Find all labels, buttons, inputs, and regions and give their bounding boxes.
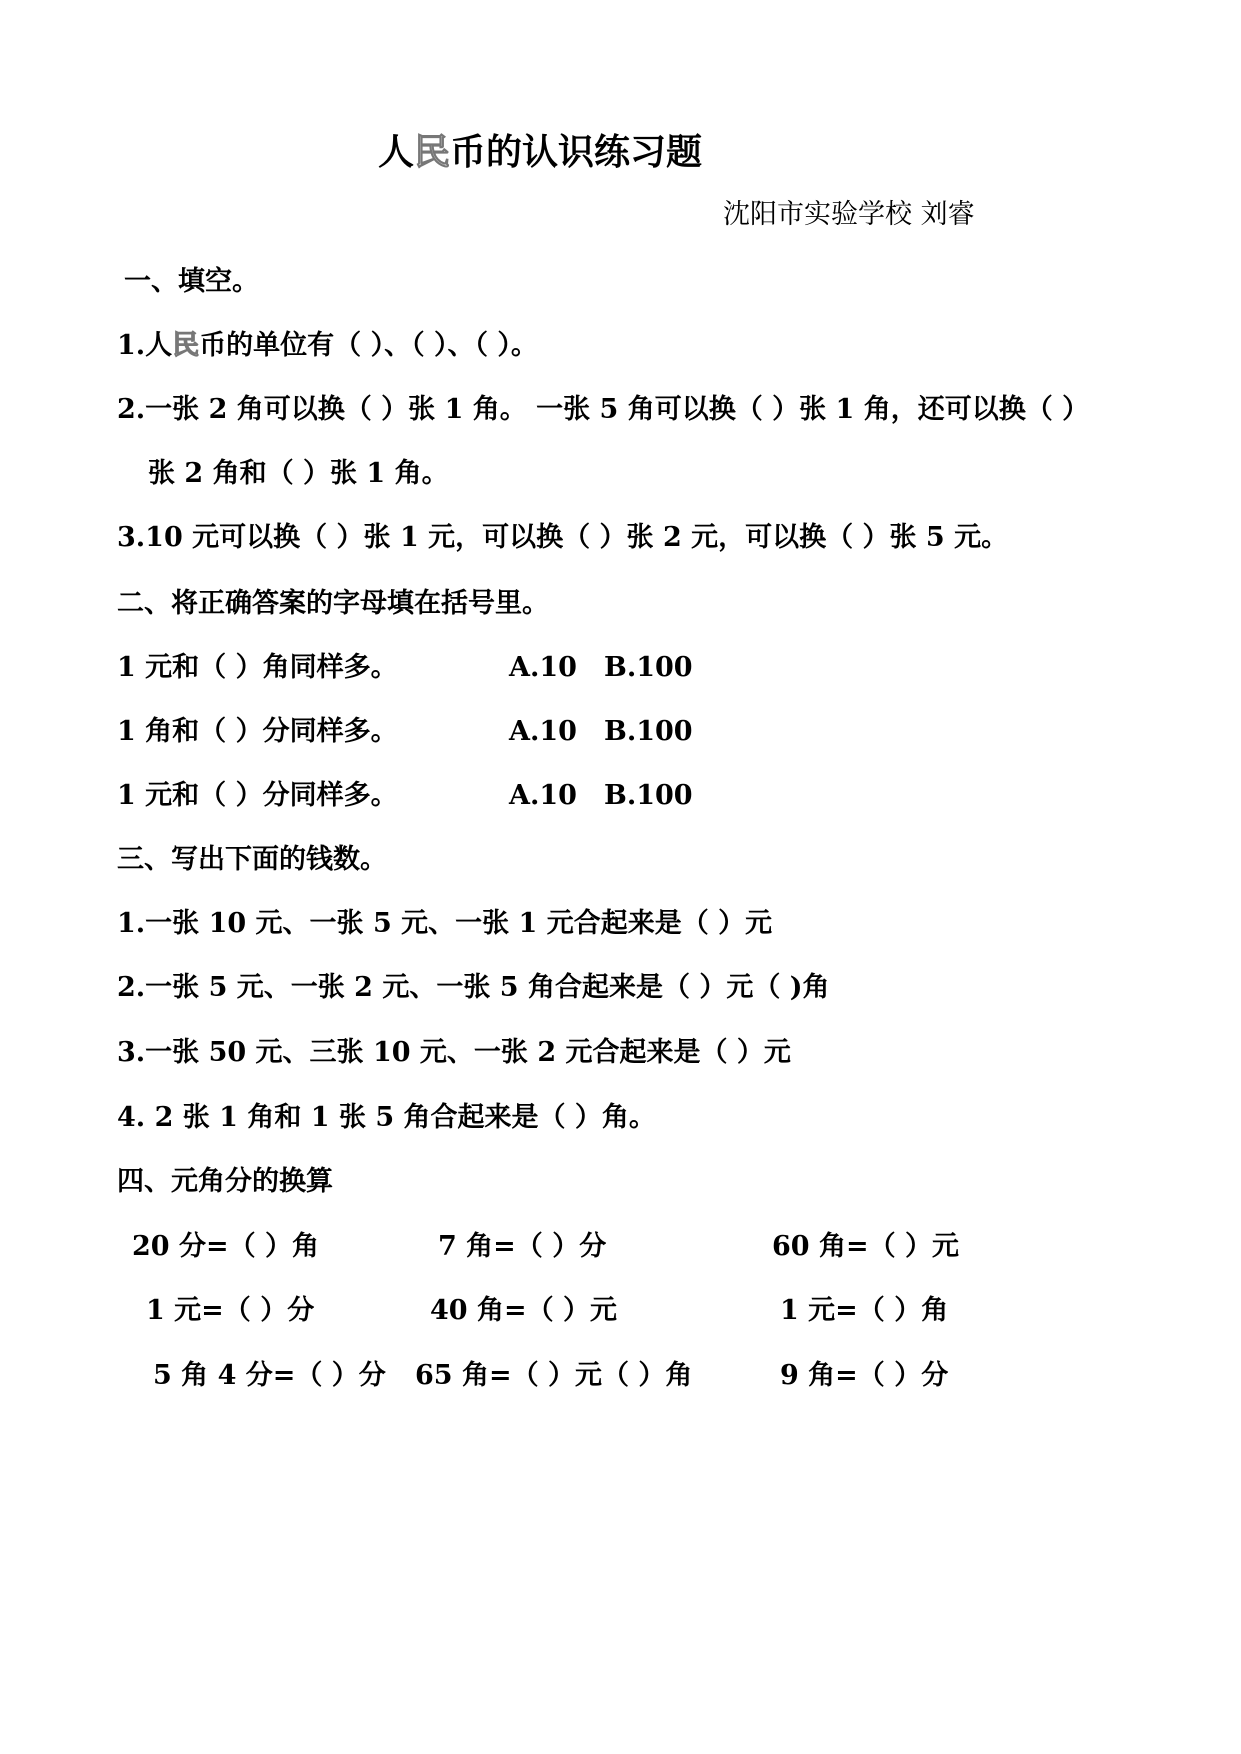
section3-item-3: 3.一张 50 元、三张 10 元、一张 2 元合起来是（ ）元 bbox=[117, 1037, 791, 1068]
conversion-r3-c3: 9 角=（ ）分 bbox=[780, 1360, 949, 1391]
title-text-1: 人 bbox=[378, 131, 415, 173]
section2-item-2-question: 1 角和（ ）分同样多。 bbox=[117, 716, 398, 747]
section1-question-1 bbox=[117, 328, 538, 364]
title-text-3: 币的认识练习题 bbox=[450, 131, 703, 173]
section3-heading: 三、写出下面的钱数。 bbox=[117, 844, 387, 875]
q1-text-2: 民 bbox=[172, 330, 200, 361]
page-title bbox=[378, 128, 702, 176]
conversion-r2-c3: 1 元=（ ）角 bbox=[780, 1295, 949, 1326]
section1-question-3: 3.10 元可以换（ ）张 1 元，可以换（ ）张 2 元，可以换（ ）张 5 元。 bbox=[117, 522, 1009, 553]
section1-question-2-line-2: 张 2 角和（ ）张 1 角。 bbox=[148, 458, 449, 489]
author-line: 沈阳市实验学校 刘睿 bbox=[723, 199, 975, 230]
section2-item-1-question: 1 元和（ ）角同样多。 bbox=[117, 652, 398, 683]
section2-item-2-option-a: A.10 bbox=[509, 716, 577, 747]
conversion-r2-c1: 1 元=（ ）分 bbox=[146, 1295, 315, 1326]
section3-item-2: 2.一张 5 元、一张 2 元、一张 5 角合起来是（ ）元（ )角 bbox=[117, 972, 830, 1003]
q1-text-1: 1.人 bbox=[117, 330, 173, 361]
section2-item-3-question: 1 元和（ ）分同样多。 bbox=[117, 780, 398, 811]
conversion-r3-c1: 5 角 4 分=（ ）分 bbox=[153, 1360, 386, 1391]
section1-heading: 一、填空。 bbox=[124, 266, 259, 297]
section1-question-2-line-1: 2.一张 2 角可以换（ ）张 1 角。 一张 5 角可以换（ ）张 1 角，还可以换（ ） bbox=[117, 394, 1090, 425]
conversion-r3-c2: 65 角=（ ）元（ ）角 bbox=[415, 1360, 693, 1391]
section2-item-2-option-b: B.100 bbox=[604, 716, 693, 747]
section2-item-3-option-a: A.10 bbox=[509, 780, 577, 811]
conversion-r1-c2: 7 角=（ ）分 bbox=[438, 1231, 607, 1262]
section2-item-1-option-b: B.100 bbox=[604, 652, 693, 683]
section2-item-3-option-b: B.100 bbox=[604, 780, 693, 811]
q1-text-3: 币的单位有（ ）、（ ）、（ ）。 bbox=[199, 330, 538, 361]
conversion-r2-c2: 40 角=（ ）元 bbox=[430, 1295, 617, 1326]
conversion-r1-c3: 60 角=（ ）元 bbox=[772, 1231, 959, 1262]
title-text-2: 民 bbox=[414, 131, 451, 173]
conversion-r1-c1: 20 分=（ ）角 bbox=[132, 1231, 319, 1262]
section3-item-4: 4. 2 张 1 角和 1 张 5 角合起来是（ ）角。 bbox=[117, 1102, 656, 1133]
section3-item-1: 1.一张 10 元、一张 5 元、一张 1 元合起来是（ ）元 bbox=[117, 908, 773, 939]
section2-heading: 二、将正确答案的字母填在括号里。 bbox=[117, 588, 549, 619]
section2-item-1-option-a: A.10 bbox=[509, 652, 577, 683]
section4-heading: 四、元角分的换算 bbox=[117, 1166, 333, 1197]
